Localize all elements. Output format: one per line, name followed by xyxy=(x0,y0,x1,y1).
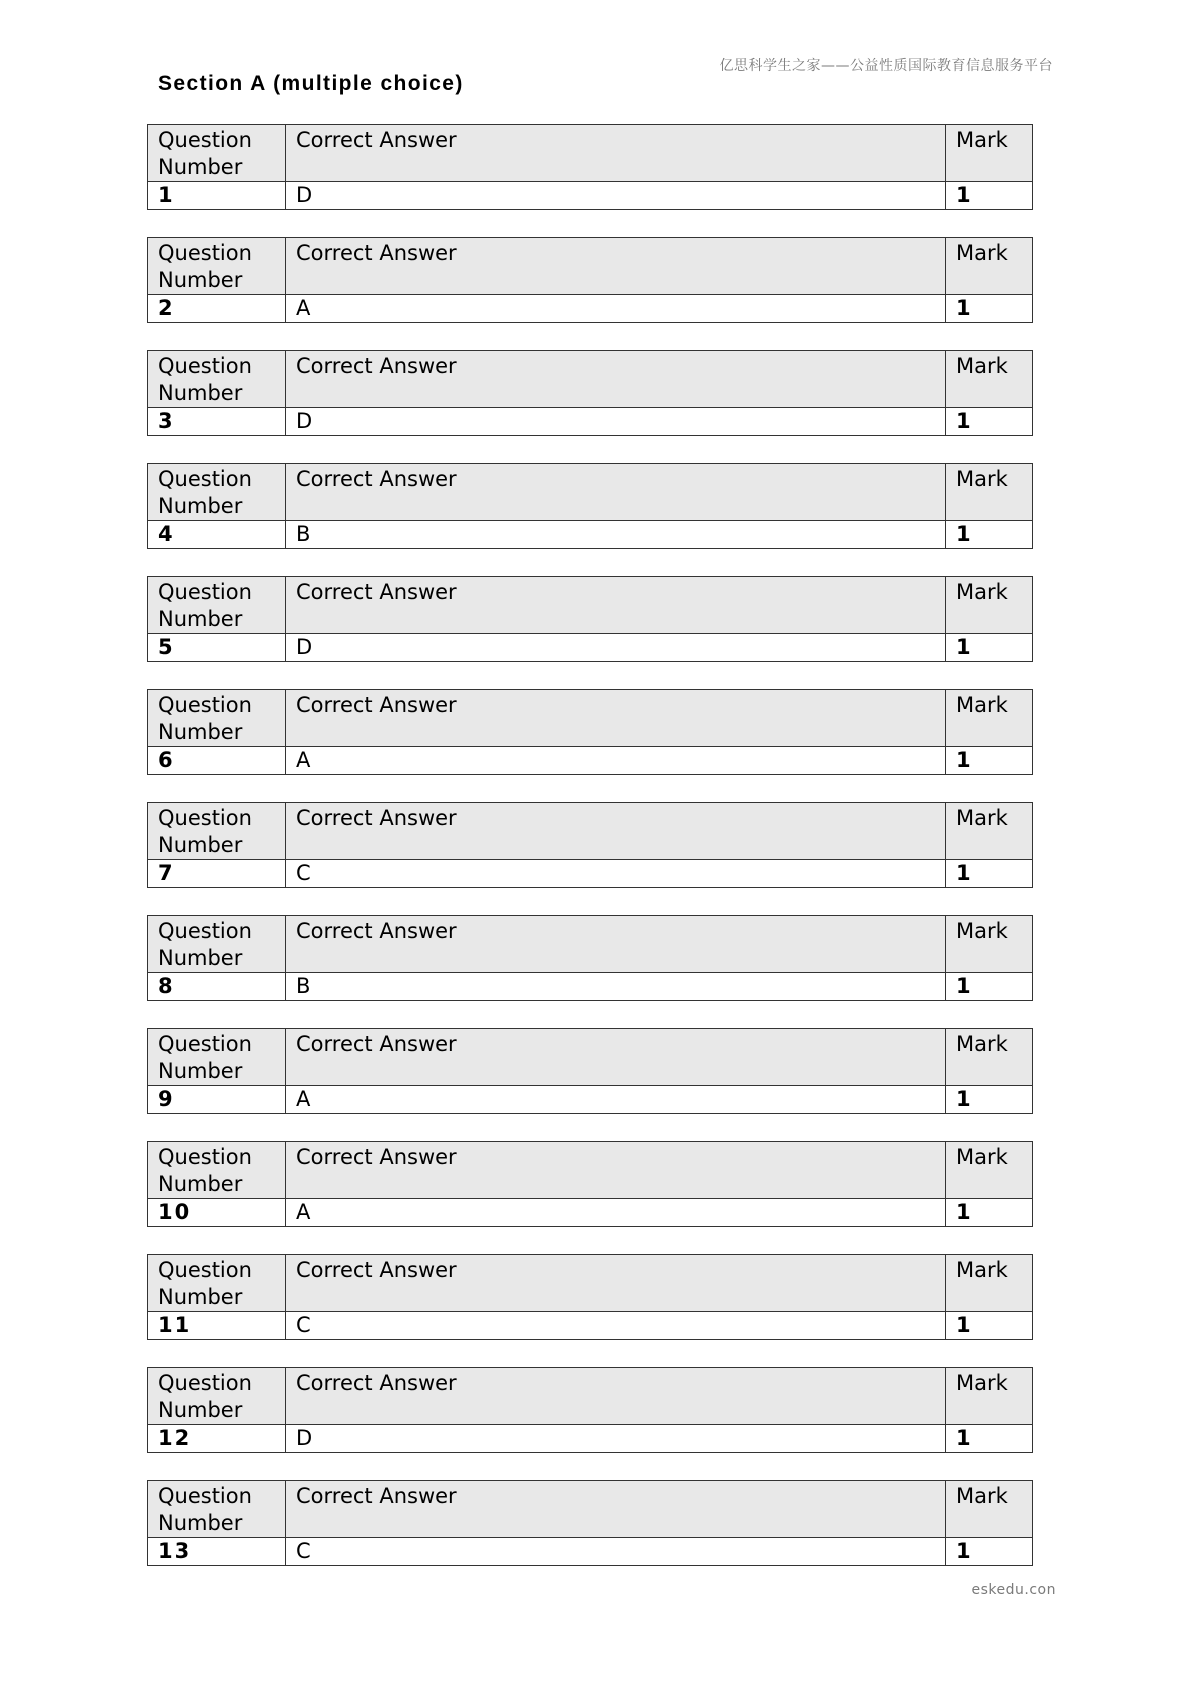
mark-cell: 1 xyxy=(946,1425,1033,1453)
mark-cell: 1 xyxy=(946,973,1033,1001)
correct-answer-header: Correct Answer xyxy=(286,916,946,973)
mark-cell: 1 xyxy=(946,1538,1033,1566)
mark-header: Mark xyxy=(946,351,1033,408)
table-header-row xyxy=(148,803,1033,860)
question-number-header: Question Number xyxy=(148,916,286,973)
footer-watermark: eskedu.con xyxy=(971,1582,1056,1598)
mark-header: Mark xyxy=(946,690,1033,747)
question-number-cell: 13 xyxy=(148,1538,286,1566)
correct-answer-cell: D xyxy=(286,1425,946,1453)
question-table xyxy=(147,1254,1033,1340)
table-row xyxy=(148,182,1033,210)
question-number-cell: 7 xyxy=(148,860,286,888)
mark-cell: 1 xyxy=(946,295,1033,323)
table-row xyxy=(148,973,1033,1001)
mark-cell: 1 xyxy=(946,860,1033,888)
mark-cell: 1 xyxy=(946,521,1033,549)
table-row xyxy=(148,1086,1033,1114)
table-row xyxy=(148,521,1033,549)
question-number-header: Question Number xyxy=(148,464,286,521)
answer-tables xyxy=(147,124,1032,1593)
correct-answer-header: Correct Answer xyxy=(286,1481,946,1538)
correct-answer-cell: B xyxy=(286,521,946,549)
table-row xyxy=(148,1538,1033,1566)
mark-cell: 1 xyxy=(946,182,1033,210)
mark-cell: 1 xyxy=(946,1086,1033,1114)
mark-header: Mark xyxy=(946,238,1033,295)
question-number-header: Question Number xyxy=(148,125,286,182)
table-row xyxy=(148,295,1033,323)
question-number-header: Question Number xyxy=(148,577,286,634)
correct-answer-header: Correct Answer xyxy=(286,690,946,747)
correct-answer-cell: C xyxy=(286,860,946,888)
correct-answer-header: Correct Answer xyxy=(286,1029,946,1086)
question-table xyxy=(147,576,1033,662)
correct-answer-cell: D xyxy=(286,182,946,210)
correct-answer-header: Correct Answer xyxy=(286,1142,946,1199)
question-table xyxy=(147,689,1033,775)
table-row xyxy=(148,1425,1033,1453)
mark-header: Mark xyxy=(946,1142,1033,1199)
mark-cell: 1 xyxy=(946,634,1033,662)
mark-header: Mark xyxy=(946,577,1033,634)
mark-cell: 1 xyxy=(946,747,1033,775)
question-table xyxy=(147,1141,1033,1227)
question-number-header: Question Number xyxy=(148,1029,286,1086)
mark-cell: 1 xyxy=(946,1312,1033,1340)
header-watermark: 亿思科学生之家——公益性质国际教育信息服务平台 xyxy=(719,58,1053,74)
table-header-row xyxy=(148,1368,1033,1425)
question-table xyxy=(147,1028,1033,1114)
table-header-row xyxy=(148,1255,1033,1312)
question-table xyxy=(147,1480,1033,1566)
mark-header: Mark xyxy=(946,125,1033,182)
mark-cell: 1 xyxy=(946,1199,1033,1227)
question-number-cell: 9 xyxy=(148,1086,286,1114)
section-title: Section A (multiple choice) xyxy=(158,72,464,95)
question-number-cell: 11 xyxy=(148,1312,286,1340)
mark-cell: 1 xyxy=(946,408,1033,436)
table-row xyxy=(148,634,1033,662)
question-table xyxy=(147,802,1033,888)
table-row xyxy=(148,1312,1033,1340)
table-header-row xyxy=(148,125,1033,182)
mark-header: Mark xyxy=(946,916,1033,973)
question-number-header: Question Number xyxy=(148,1142,286,1199)
table-row xyxy=(148,860,1033,888)
question-table xyxy=(147,1367,1033,1453)
mark-header: Mark xyxy=(946,803,1033,860)
question-number-header: Question Number xyxy=(148,238,286,295)
question-number-cell: 5 xyxy=(148,634,286,662)
question-number-cell: 8 xyxy=(148,973,286,1001)
table-header-row xyxy=(148,1481,1033,1538)
mark-header: Mark xyxy=(946,1481,1033,1538)
correct-answer-cell: D xyxy=(286,634,946,662)
correct-answer-cell: B xyxy=(286,973,946,1001)
question-table xyxy=(147,124,1033,210)
question-number-cell: 12 xyxy=(148,1425,286,1453)
question-number-header: Question Number xyxy=(148,690,286,747)
table-row xyxy=(148,747,1033,775)
correct-answer-header: Correct Answer xyxy=(286,238,946,295)
table-header-row xyxy=(148,464,1033,521)
question-number-cell: 6 xyxy=(148,747,286,775)
question-table xyxy=(147,350,1033,436)
correct-answer-header: Correct Answer xyxy=(286,464,946,521)
correct-answer-header: Correct Answer xyxy=(286,1368,946,1425)
question-number-header: Question Number xyxy=(148,803,286,860)
correct-answer-cell: D xyxy=(286,408,946,436)
correct-answer-header: Correct Answer xyxy=(286,125,946,182)
question-table xyxy=(147,463,1033,549)
correct-answer-cell: A xyxy=(286,747,946,775)
correct-answer-cell: C xyxy=(286,1538,946,1566)
mark-header: Mark xyxy=(946,464,1033,521)
mark-header: Mark xyxy=(946,1255,1033,1312)
table-header-row xyxy=(148,1029,1033,1086)
mark-header: Mark xyxy=(946,1368,1033,1425)
question-number-cell: 1 xyxy=(148,182,286,210)
question-number-cell: 10 xyxy=(148,1199,286,1227)
correct-answer-header: Correct Answer xyxy=(286,803,946,860)
question-number-header: Question Number xyxy=(148,1481,286,1538)
mark-header: Mark xyxy=(946,1029,1033,1086)
table-header-row xyxy=(148,916,1033,973)
table-header-row xyxy=(148,238,1033,295)
correct-answer-cell: A xyxy=(286,1199,946,1227)
question-number-cell: 2 xyxy=(148,295,286,323)
table-header-row xyxy=(148,1142,1033,1199)
question-number-cell: 4 xyxy=(148,521,286,549)
question-number-cell: 3 xyxy=(148,408,286,436)
question-number-header: Question Number xyxy=(148,1368,286,1425)
table-header-row xyxy=(148,351,1033,408)
table-row xyxy=(148,1199,1033,1227)
correct-answer-cell: C xyxy=(286,1312,946,1340)
question-table xyxy=(147,237,1033,323)
correct-answer-cell: A xyxy=(286,295,946,323)
table-header-row xyxy=(148,690,1033,747)
correct-answer-header: Correct Answer xyxy=(286,1255,946,1312)
correct-answer-header: Correct Answer xyxy=(286,577,946,634)
table-header-row xyxy=(148,577,1033,634)
question-number-header: Question Number xyxy=(148,351,286,408)
correct-answer-cell: A xyxy=(286,1086,946,1114)
question-number-header: Question Number xyxy=(148,1255,286,1312)
correct-answer-header: Correct Answer xyxy=(286,351,946,408)
question-table xyxy=(147,915,1033,1001)
table-row xyxy=(148,408,1033,436)
